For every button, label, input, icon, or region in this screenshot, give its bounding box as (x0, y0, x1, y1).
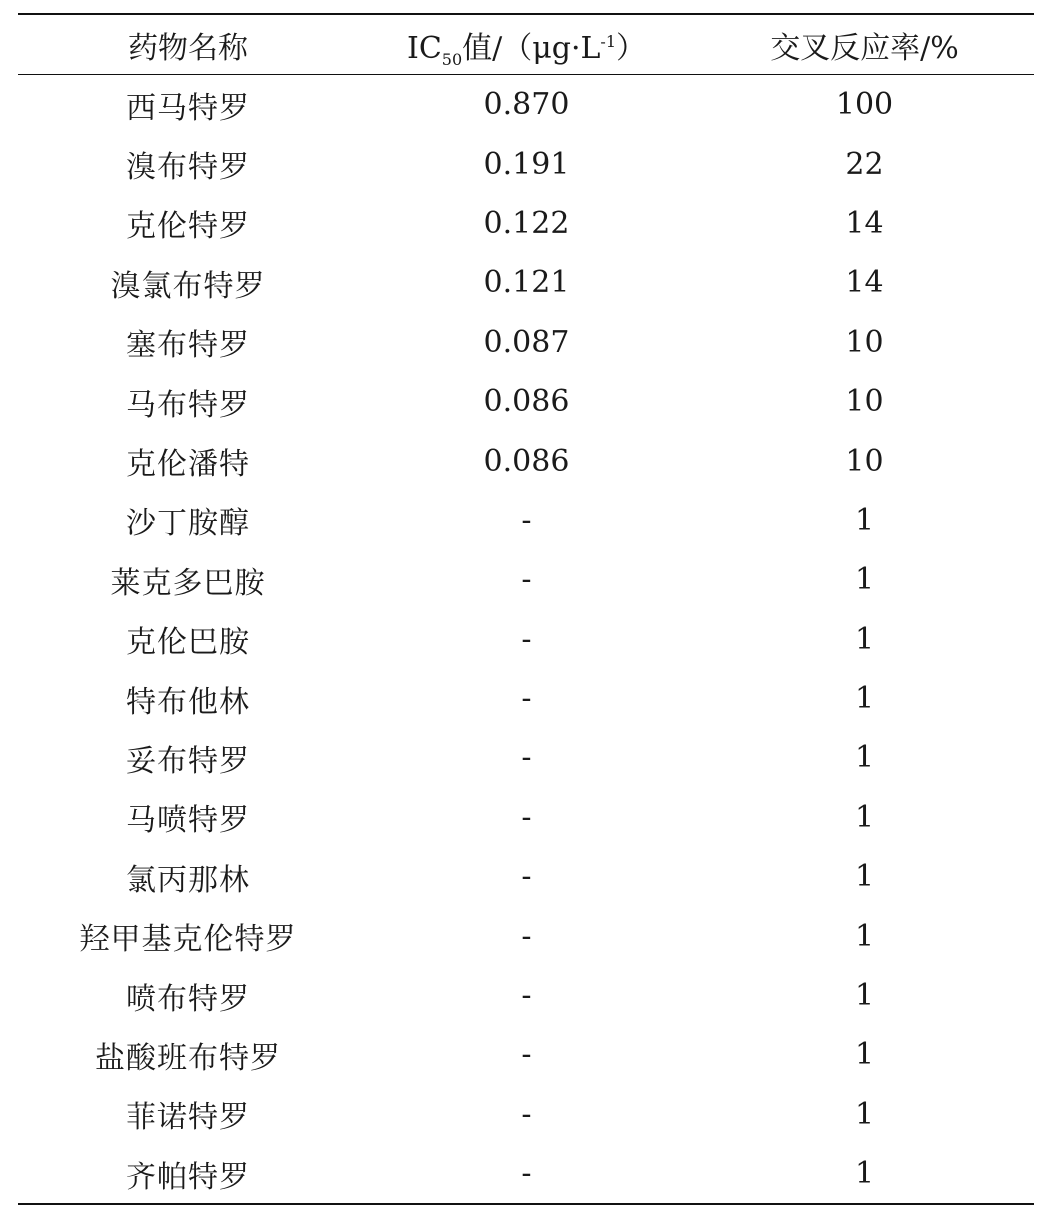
cross-reactivity-cell: 1 (854, 621, 875, 657)
cross-reactivity-cell: 10 (845, 324, 884, 360)
header-drug-name: 药物名称 (128, 30, 248, 66)
ic50-cell: - (521, 859, 532, 895)
cross-reactivity-cell: 1 (854, 1096, 875, 1132)
table-row (18, 906, 1034, 965)
drug-name-cell: 马喷特罗 (126, 803, 250, 839)
table-row (18, 491, 1034, 550)
table-row (18, 550, 1034, 609)
cross-reactivity-cell: 1 (854, 799, 875, 835)
cross-reactivity-cell: 14 (845, 205, 884, 241)
drug-name-cell: 塞布特罗 (126, 328, 250, 364)
drug-name-cell: 菲诺特罗 (126, 1100, 250, 1136)
drug-name-cell: 妥布特罗 (126, 743, 250, 779)
drug-name-cell: 齐帕特罗 (126, 1159, 250, 1195)
cross-reactivity-cell: 1 (854, 1156, 875, 1192)
cross-reactivity-table-container (18, 13, 1034, 1205)
ic50-cell: - (521, 562, 532, 598)
drug-name-cell: 沙丁胺醇 (126, 506, 250, 542)
table-row (18, 313, 1034, 372)
header-ic50-superscript: -1 (600, 31, 617, 51)
drug-name-cell: 特布他林 (126, 684, 250, 720)
header-ic50-prefix: IC (406, 30, 442, 66)
header-cross-reactivity: 交叉反应率/% (770, 30, 959, 66)
header-ic50 (358, 14, 695, 75)
table-row (18, 728, 1034, 787)
cross-reactivity-cell: 100 (835, 87, 894, 123)
ic50-cell: - (521, 740, 532, 776)
ic50-cell: 0.086 (483, 384, 570, 420)
table-row (18, 134, 1034, 193)
cross-reactivity-cell: 10 (845, 443, 884, 479)
table-row (18, 1144, 1034, 1204)
table-row (18, 372, 1034, 431)
table-body (18, 75, 1034, 1205)
ic50-cell: 0.086 (483, 443, 570, 479)
table-header (18, 14, 1034, 75)
drug-name-cell: 克伦特罗 (126, 209, 250, 245)
table-row (18, 194, 1034, 253)
header-ic50-close: ） (616, 30, 647, 66)
table-row (18, 669, 1034, 728)
table-row (18, 610, 1034, 669)
table-row (18, 966, 1034, 1025)
ic50-cell: 0.122 (483, 205, 570, 241)
ic50-cell: 0.121 (483, 265, 570, 301)
header-row (18, 14, 1034, 75)
ic50-cell: 0.087 (483, 324, 570, 360)
drug-name-cell: 氯丙那林 (126, 862, 250, 898)
ic50-cell: - (521, 621, 532, 657)
drug-name-cell: 溴氯布特罗 (110, 268, 266, 304)
drug-name-cell: 西马特罗 (126, 90, 250, 126)
cross-reactivity-cell: 1 (854, 1037, 875, 1073)
cross-reactivity-cell: 10 (845, 384, 884, 420)
ic50-cell: - (521, 799, 532, 835)
drug-name-cell: 溴布特罗 (126, 150, 250, 186)
ic50-cell: 0.191 (483, 146, 570, 182)
ic50-cell: - (521, 1156, 532, 1192)
cross-reactivity-cell: 1 (854, 502, 875, 538)
drug-name-cell: 克伦巴胺 (126, 625, 250, 661)
header-ic50-subscript: 50 (441, 49, 463, 69)
ic50-cell: - (521, 918, 532, 954)
cross-reactivity-cell: 1 (854, 681, 875, 717)
ic50-cell: 0.870 (483, 87, 570, 123)
table-row (18, 253, 1034, 312)
cross-reactivity-cell: 14 (845, 265, 884, 301)
header-ic50-unit: 值/（μg·L (462, 30, 601, 66)
ic50-cell: - (521, 681, 532, 717)
cross-reactivity-cell: 1 (854, 740, 875, 776)
cross-reactivity-cell: 22 (845, 146, 884, 182)
table-row (18, 847, 1034, 906)
cross-reactivity-cell: 1 (854, 859, 875, 895)
ic50-cell: - (521, 978, 532, 1014)
table-row (18, 431, 1034, 490)
drug-name-cell: 马布特罗 (126, 387, 250, 423)
cross-reactivity-cell: 1 (854, 562, 875, 598)
drug-name-cell: 莱克多巴胺 (110, 565, 266, 601)
table-row (18, 1085, 1034, 1144)
table-row (18, 1025, 1034, 1084)
cross-reactivity-cell: 1 (854, 978, 875, 1014)
cross-reactivity-table (18, 13, 1034, 1205)
drug-name-cell: 克伦潘特 (126, 447, 250, 483)
drug-name-cell: 喷布特罗 (126, 981, 250, 1017)
cross-reactivity-cell: 1 (854, 918, 875, 954)
ic50-cell: - (521, 502, 532, 538)
drug-name-cell: 盐酸班布特罗 (95, 1040, 281, 1076)
table-row (18, 75, 1034, 135)
drug-name-cell: 羟甲基克伦特罗 (79, 922, 297, 958)
ic50-cell: - (521, 1096, 532, 1132)
ic50-cell: - (521, 1037, 532, 1073)
table-row (18, 788, 1034, 847)
